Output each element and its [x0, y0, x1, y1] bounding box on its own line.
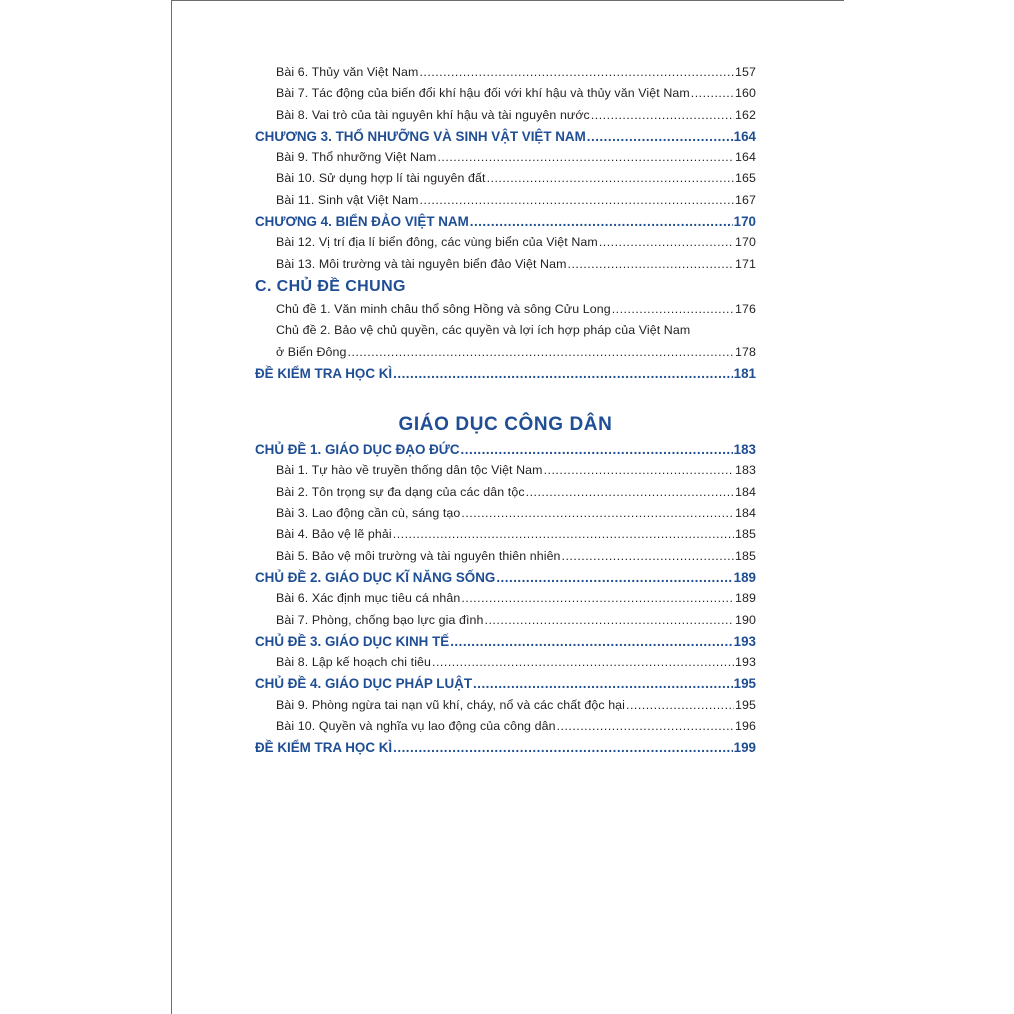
section-gap	[255, 384, 756, 411]
table-of-contents	[255, 62, 756, 759]
leader-dots	[393, 363, 733, 384]
toc-entry-page: 184	[735, 484, 756, 499]
toc-entry-page: 190	[735, 612, 756, 627]
toc-entry-page: 189	[735, 591, 756, 606]
toc-lesson-entry[interactable]	[255, 695, 756, 716]
toc-entry-page: 183	[733, 442, 756, 458]
leader-dots	[591, 105, 734, 126]
toc-entry-label: Bài 8. Lập kế hoạch chi tiêu	[276, 655, 432, 670]
leader-dots	[348, 342, 734, 363]
leader-dots	[432, 652, 734, 673]
toc-chapter-entry[interactable]	[255, 631, 756, 652]
leader-dots	[612, 299, 734, 320]
toc-entry-page: 195	[735, 697, 756, 712]
toc-lesson-entry[interactable]	[255, 503, 756, 524]
toc-entry-page: 193	[735, 655, 756, 670]
toc-lesson-entry[interactable]	[255, 524, 756, 545]
toc-entry-page: 195	[733, 676, 756, 692]
toc-entry-page: 199	[733, 740, 756, 756]
toc-lesson-entry[interactable]	[255, 610, 756, 631]
leader-dots	[461, 588, 734, 609]
toc-entry-label: Bài 2. Tôn trọng sự đa dạng của các dân tộc	[276, 484, 525, 499]
toc-entry-page: 184	[735, 506, 756, 521]
civics-title: GIÁO DỤC CÔNG DÂN	[398, 414, 613, 436]
leader-dots	[485, 610, 734, 631]
toc-entry-label: ĐỀ KIỂM TRA HỌC KÌ	[255, 740, 393, 756]
leader-dots	[626, 695, 734, 716]
toc-chapter-entry[interactable]	[255, 673, 756, 694]
toc-entry-label: Bài 7. Phòng, chống bạo lực gia đình	[276, 612, 484, 627]
toc-entry-topic-1[interactable]	[255, 299, 756, 320]
toc-entry-label: CHƯƠNG 3. THỔ NHƯỠNG VÀ SINH VẬT VIỆT NAM	[255, 128, 586, 144]
leader-dots	[599, 232, 734, 253]
civics-section	[255, 439, 756, 758]
toc-lesson-entry[interactable]	[255, 62, 756, 83]
toc-entry-label: ở Biển Đông	[276, 344, 347, 359]
toc-lesson-entry[interactable]	[255, 83, 756, 104]
toc-entry-label: Bài 3. Lao động cần cù, sáng tạo	[276, 506, 461, 521]
toc-entry-page: 185	[735, 527, 756, 542]
toc-entry-label: Bài 6. Xác định mục tiêu cá nhân	[276, 591, 461, 606]
toc-entry-label: Bài 9. Thổ nhưỡng Việt Nam	[276, 150, 437, 165]
toc-lesson-entry[interactable]	[255, 588, 756, 609]
page-top-border	[171, 0, 844, 1]
toc-entry-label: Bài 11. Sinh vật Việt Nam	[276, 192, 419, 207]
toc-entry-page: 160	[735, 86, 756, 101]
toc-lesson-entry[interactable]	[255, 546, 756, 567]
toc-lesson-entry[interactable]	[255, 716, 756, 737]
toc-entry-page: 162	[735, 107, 756, 122]
toc-entry-label: Bài 10. Sử dụng hợp lí tài nguyên đất	[276, 171, 486, 186]
toc-entry-page: 170	[735, 235, 756, 250]
toc-entry-label: CHỦ ĐỀ 3. GIÁO DỤC KINH TẾ	[255, 633, 450, 649]
toc-entry-page: 181	[733, 365, 756, 381]
leader-dots	[496, 567, 732, 588]
leader-dots	[470, 211, 733, 232]
page-left-border	[171, 0, 172, 1014]
toc-entry-topic-2[interactable]	[255, 342, 756, 363]
toc-entry-page: 176	[735, 301, 756, 316]
toc-entry-label: Bài 12. Vị trí địa lí biển đông, các vùng biển của Việt Nam	[276, 235, 598, 250]
toc-entry-label: CHƯƠNG 4. BIỂN ĐẢO VIỆT NAM	[255, 214, 469, 230]
toc-entry-page: 196	[735, 719, 756, 734]
toc-entry-label: Bài 6. Thủy văn Việt Nam	[276, 65, 419, 79]
leader-dots	[393, 524, 734, 545]
toc-entry-label: Chủ đề 1. Văn minh châu thổ sông Hồng và sông Cửu Long	[276, 301, 611, 316]
leader-dots	[461, 439, 733, 460]
toc-entry-page: 171	[735, 256, 756, 271]
leader-dots	[473, 673, 733, 694]
leader-dots	[420, 190, 734, 211]
page-margin	[0, 0, 172, 1014]
toc-entry-label: Bài 5. Bảo vệ môi trường và tài nguyên thiên nhiên	[276, 548, 561, 563]
common-topics-heading: C. CHỦ ĐỀ CHUNG	[255, 277, 406, 295]
toc-chapter-entry[interactable]	[255, 439, 756, 460]
toc-lesson-entry[interactable]	[255, 147, 756, 168]
toc-entry-topic-2-line-1[interactable]: Chủ đề 2. Bảo vệ chủ quyền, các quyền và lợi ích hợp pháp của Việt Nam	[276, 323, 691, 338]
leader-dots	[419, 62, 734, 83]
toc-chapter-entry[interactable]	[255, 737, 756, 758]
toc-entry-label: Bài 13. Môi trường và tài nguyên biển đảo Việt Nam	[276, 256, 567, 271]
toc-entry-page: 157	[735, 65, 756, 79]
leader-dots	[544, 460, 734, 481]
leader-dots	[437, 147, 734, 168]
leader-dots	[487, 168, 734, 189]
toc-entry-page: 185	[735, 548, 756, 563]
toc-entry-label: CHỦ ĐỀ 4. GIÁO DỤC PHÁP LUẬT	[255, 676, 472, 692]
toc-entry-label: Bài 7. Tác động của biến đổi khí hậu đối với khí hậu và thủy văn Việt Nam	[276, 86, 690, 101]
toc-entry-page: 164	[735, 150, 756, 165]
leader-dots	[557, 716, 734, 737]
toc-entry-geography-exam[interactable]	[255, 363, 756, 384]
toc-lesson-entry[interactable]	[255, 652, 756, 673]
toc-lesson-entry[interactable]	[255, 190, 756, 211]
toc-entry-label: ĐỀ KIỂM TRA HỌC KÌ	[255, 365, 393, 381]
toc-chapter-entry[interactable]	[255, 567, 756, 588]
toc-lesson-entry[interactable]	[255, 232, 756, 253]
toc-entry-page: 167	[735, 192, 756, 207]
toc-lesson-entry[interactable]	[255, 105, 756, 126]
leader-dots	[526, 482, 734, 503]
leader-dots	[461, 503, 734, 524]
toc-lesson-entry[interactable]	[255, 460, 756, 481]
toc-entry-label: Bài 4. Bảo vệ lẽ phải	[276, 527, 392, 542]
toc-entry-label: CHỦ ĐỀ 2. GIÁO DỤC KĨ NĂNG SỐNG	[255, 569, 496, 585]
geography-section	[255, 62, 756, 275]
leader-dots	[568, 254, 735, 275]
toc-entry-page: 164	[733, 128, 756, 144]
leader-dots	[562, 546, 734, 567]
toc-entry-page: 178	[735, 344, 756, 359]
toc-lesson-entry[interactable]	[255, 482, 756, 503]
toc-entry-page: 165	[735, 171, 756, 186]
leader-dots	[450, 631, 732, 652]
toc-entry-page: 193	[733, 633, 756, 649]
toc-entry-label: Bài 10. Quyền và nghĩa vụ lao động của công dân	[276, 719, 556, 734]
toc-entry-page: 170	[733, 214, 756, 230]
leader-dots	[691, 83, 734, 104]
toc-entry-label: Bài 9. Phòng ngừa tai nạn vũ khí, cháy, nổ và các chất độc hại	[276, 697, 626, 712]
toc-entry-page: 189	[733, 569, 756, 585]
toc-lesson-entry[interactable]	[255, 254, 756, 275]
toc-entry-label: CHỦ ĐỀ 1. GIÁO DỤC ĐẠO ĐỨC	[255, 442, 460, 458]
toc-entry-label: Bài 1. Tự hào về truyền thống dân tộc Việt Nam	[276, 463, 543, 478]
leader-dots	[393, 737, 733, 758]
toc-chapter-entry[interactable]	[255, 126, 756, 147]
toc-lesson-entry[interactable]	[255, 168, 756, 189]
toc-chapter-entry[interactable]	[255, 211, 756, 232]
toc-entry-page: 183	[735, 463, 756, 478]
leader-dots	[587, 126, 733, 147]
toc-entry-label: Bài 8. Vai trò của tài nguyên khí hậu và tài nguyên nước	[276, 107, 590, 122]
